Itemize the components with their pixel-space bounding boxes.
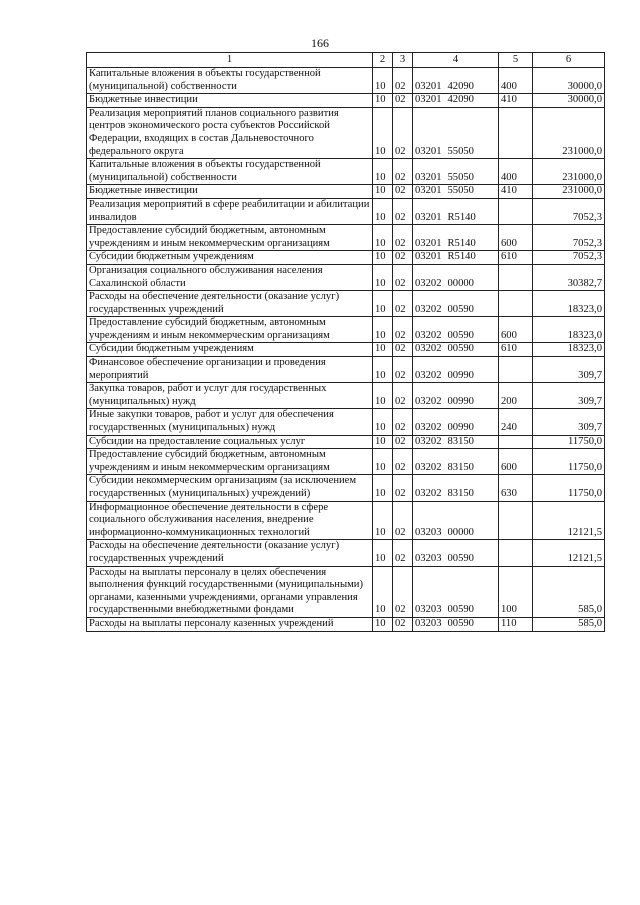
- row-target-article-direction: 83150: [447, 435, 474, 447]
- row-amount: 7052,3: [533, 251, 605, 265]
- row-name: Субсидии бюджетным учреждениям: [87, 251, 373, 265]
- row-name: Предоставление субсидий бюджетным, автономным учреждениям и иным некоммерческим организациям: [87, 449, 373, 475]
- row-subsection: 02: [393, 317, 413, 343]
- table-row: [87, 566, 605, 617]
- row-section: 10: [373, 159, 393, 185]
- table-row: [87, 409, 605, 435]
- row-subsection: 02: [393, 68, 413, 94]
- row-amount: 585,0: [533, 566, 605, 617]
- row-target-article-program: 03201: [415, 237, 442, 249]
- row-target-article-direction: 00000: [447, 277, 474, 289]
- row-name: Предоставление субсидий бюджетным, автономным учреждениям и иным некоммерческим организациям: [87, 317, 373, 343]
- row-expense-type: [499, 291, 533, 317]
- row-expense-type: 600: [499, 317, 533, 343]
- row-name: Капитальные вложения в объекты государственной (муниципальной) собственности: [87, 68, 373, 94]
- row-subsection: 02: [393, 501, 413, 540]
- header-col-6: 6: [533, 53, 605, 68]
- row-amount: 309,7: [533, 409, 605, 435]
- row-target-article: [413, 617, 499, 631]
- row-amount: 309,7: [533, 357, 605, 383]
- row-expense-type: 100: [499, 566, 533, 617]
- row-target-article-program: 03203: [415, 526, 442, 538]
- table-row: [87, 264, 605, 290]
- row-name: Бюджетные инвестиции: [87, 94, 373, 108]
- row-section: 10: [373, 185, 393, 199]
- row-section: 10: [373, 566, 393, 617]
- row-subsection: 02: [393, 449, 413, 475]
- row-section: 10: [373, 225, 393, 251]
- row-target-article-program: 03202: [415, 329, 442, 341]
- row-target-article: [413, 225, 499, 251]
- row-name: Расходы на выплаты персоналу в целях обеспечения выполнения функций государственными (муниципальными) органами, казенными учреждениями, органами управления государственными внебюджетными фондами: [87, 566, 373, 617]
- row-amount: 12121,5: [533, 540, 605, 566]
- row-subsection: 02: [393, 357, 413, 383]
- row-target-article: [413, 357, 499, 383]
- row-target-article-direction: 42090: [447, 94, 474, 106]
- row-amount: 30000,0: [533, 68, 605, 94]
- header-col-4: 4: [413, 53, 499, 68]
- table-row: [87, 225, 605, 251]
- row-subsection: 02: [393, 540, 413, 566]
- row-section: 10: [373, 94, 393, 108]
- row-name: Реализация мероприятий планов социального развития центров экономического роста субъектов Российской Федерации, входящих в состав Дальневосточного федерального округа: [87, 107, 373, 158]
- row-name: Закупка товаров, работ и услуг для государственных (муниципальных) нужд: [87, 383, 373, 409]
- row-subsection: 02: [393, 343, 413, 357]
- row-target-article-program: 03201: [415, 145, 442, 157]
- row-target-article-direction: 00990: [447, 422, 474, 434]
- row-target-article: [413, 159, 499, 185]
- row-section: 10: [373, 383, 393, 409]
- row-target-article: [413, 68, 499, 94]
- row-section: 10: [373, 357, 393, 383]
- table-row: [87, 107, 605, 158]
- row-target-article-program: 03201: [415, 171, 442, 183]
- row-subsection: 02: [393, 251, 413, 265]
- row-subsection: 02: [393, 264, 413, 290]
- row-subsection: 02: [393, 291, 413, 317]
- row-name: Субсидии некоммерческим организациям (за исключением государственных (муниципальных) учреждений): [87, 475, 373, 501]
- row-amount: 18323,0: [533, 343, 605, 357]
- row-amount: 231000,0: [533, 159, 605, 185]
- table-row: [87, 501, 605, 540]
- row-name: Субсидии бюджетным учреждениям: [87, 343, 373, 357]
- row-section: 10: [373, 317, 393, 343]
- row-target-article-program: 03202: [415, 303, 442, 315]
- row-section: 10: [373, 449, 393, 475]
- row-amount: 309,7: [533, 383, 605, 409]
- row-expense-type: 610: [499, 343, 533, 357]
- row-section: 10: [373, 501, 393, 540]
- row-name: Финансовое обеспечение организации и проведения мероприятий: [87, 357, 373, 383]
- row-target-article-direction: 55050: [447, 185, 474, 197]
- row-target-article: [413, 343, 499, 357]
- row-name: Предоставление субсидий бюджетным, автономным учреждениям и иным некоммерческим организациям: [87, 225, 373, 251]
- row-expense-type: 610: [499, 251, 533, 265]
- row-target-article: [413, 383, 499, 409]
- row-section: 10: [373, 264, 393, 290]
- row-amount: 585,0: [533, 617, 605, 631]
- row-expense-type: [499, 357, 533, 383]
- row-amount: 18323,0: [533, 317, 605, 343]
- table-row: [87, 617, 605, 631]
- row-section: 10: [373, 409, 393, 435]
- row-section: 10: [373, 68, 393, 94]
- row-target-article-program: 03203: [415, 604, 442, 616]
- row-expense-type: 200: [499, 383, 533, 409]
- row-amount: 11750,0: [533, 435, 605, 449]
- row-target-article-program: 03201: [415, 80, 442, 92]
- row-expense-type: 240: [499, 409, 533, 435]
- row-section: 10: [373, 343, 393, 357]
- row-target-article: [413, 251, 499, 265]
- row-subsection: 02: [393, 475, 413, 501]
- row-expense-type: [499, 501, 533, 540]
- header-col-5: 5: [499, 53, 533, 68]
- row-name: Расходы на обеспечение деятельности (оказание услуг) государственных учреждений: [87, 291, 373, 317]
- row-amount: 231000,0: [533, 185, 605, 199]
- row-target-article: [413, 409, 499, 435]
- row-name: Бюджетные инвестиции: [87, 185, 373, 199]
- row-subsection: 02: [393, 566, 413, 617]
- row-target-article-direction: 00990: [447, 395, 474, 407]
- row-target-article-direction: 00590: [447, 303, 474, 315]
- row-target-article-program: 03202: [415, 343, 442, 355]
- row-name: Реализация мероприятий в сфере реабилитации и абилитации инвалидов: [87, 198, 373, 224]
- row-section: 10: [373, 107, 393, 158]
- row-section: 10: [373, 251, 393, 265]
- table-row: [87, 435, 605, 449]
- row-section: 10: [373, 291, 393, 317]
- table-row: [87, 94, 605, 108]
- row-target-article-direction: 00590: [447, 617, 474, 629]
- row-expense-type: 400: [499, 68, 533, 94]
- row-subsection: 02: [393, 435, 413, 449]
- row-name: Организация социального обслуживания населения Сахалинской области: [87, 264, 373, 290]
- row-target-article: [413, 264, 499, 290]
- table-row: [87, 357, 605, 383]
- table-row: [87, 68, 605, 94]
- row-expense-type: 600: [499, 225, 533, 251]
- row-expense-type: 410: [499, 94, 533, 108]
- row-expense-type: [499, 107, 533, 158]
- table-row: [87, 317, 605, 343]
- row-target-article: [413, 107, 499, 158]
- row-expense-type: [499, 198, 533, 224]
- row-target-article-program: 03201: [415, 211, 442, 223]
- row-target-article: [413, 291, 499, 317]
- row-expense-type: 600: [499, 449, 533, 475]
- row-section: 10: [373, 617, 393, 631]
- row-target-article: [413, 449, 499, 475]
- row-subsection: 02: [393, 159, 413, 185]
- table-row: [87, 475, 605, 501]
- row-target-article: [413, 94, 499, 108]
- row-subsection: 02: [393, 409, 413, 435]
- row-expense-type: 630: [499, 475, 533, 501]
- row-target-article-direction: 00590: [447, 604, 474, 616]
- row-target-article-direction: 55050: [447, 171, 474, 183]
- row-name: Расходы на выплаты персоналу казенных учреждений: [87, 617, 373, 631]
- row-target-article: [413, 185, 499, 199]
- table-row: [87, 343, 605, 357]
- page-number: 166: [311, 36, 329, 50]
- row-target-article: [413, 435, 499, 449]
- row-target-article-program: 03202: [415, 422, 442, 434]
- row-target-article-program: 03202: [415, 277, 442, 289]
- row-name: Субсидии на предоставление социальных услуг: [87, 435, 373, 449]
- budget-table-body: [87, 68, 605, 632]
- table-row: [87, 159, 605, 185]
- table-row: [87, 449, 605, 475]
- row-target-article: [413, 198, 499, 224]
- row-target-article-direction: R5140: [447, 211, 476, 223]
- row-target-article: [413, 317, 499, 343]
- budget-table: [86, 52, 605, 632]
- row-target-article-program: 03201: [415, 185, 442, 197]
- row-subsection: 02: [393, 107, 413, 158]
- row-target-article-program: 03201: [415, 251, 442, 263]
- row-target-article-direction: 00590: [447, 552, 474, 564]
- row-target-article: [413, 540, 499, 566]
- table-row: [87, 291, 605, 317]
- row-target-article-direction: 00590: [447, 343, 474, 355]
- row-subsection: 02: [393, 225, 413, 251]
- row-target-article-program: 03201: [415, 94, 442, 106]
- row-target-article-direction: 00590: [447, 329, 474, 341]
- row-amount: 30000,0: [533, 94, 605, 108]
- row-amount: 11750,0: [533, 449, 605, 475]
- row-subsection: 02: [393, 383, 413, 409]
- row-amount: 30382,7: [533, 264, 605, 290]
- row-target-article-direction: 83150: [447, 488, 474, 499]
- row-target-article-direction: 55050: [447, 145, 474, 157]
- row-target-article-program: 03202: [415, 488, 442, 499]
- row-amount: 11750,0: [533, 475, 605, 501]
- row-target-article: [413, 475, 499, 501]
- row-amount: 231000,0: [533, 107, 605, 158]
- row-target-article-program: 03202: [415, 369, 442, 381]
- row-target-article: [413, 501, 499, 540]
- row-target-article-direction: 83150: [447, 461, 474, 473]
- row-section: 10: [373, 475, 393, 501]
- row-target-article: [413, 566, 499, 617]
- row-target-article-program: 03202: [415, 435, 442, 447]
- row-target-article-direction: R5140: [447, 251, 476, 263]
- table-row: [87, 251, 605, 265]
- header-col-2: 2: [373, 53, 393, 68]
- table-row: [87, 185, 605, 199]
- row-expense-type: [499, 264, 533, 290]
- row-target-article-program: 03203: [415, 617, 442, 629]
- row-expense-type: 400: [499, 159, 533, 185]
- table-row: [87, 540, 605, 566]
- row-subsection: 02: [393, 185, 413, 199]
- row-section: 10: [373, 198, 393, 224]
- row-amount: 18323,0: [533, 291, 605, 317]
- row-subsection: 02: [393, 617, 413, 631]
- row-expense-type: [499, 540, 533, 566]
- header-col-1: 1: [87, 53, 373, 68]
- row-amount: 7052,3: [533, 225, 605, 251]
- header-col-3: 3: [393, 53, 413, 68]
- row-target-article-direction: 00000: [447, 526, 474, 538]
- row-name: Расходы на обеспечение деятельности (оказание услуг) государственных учреждений: [87, 540, 373, 566]
- row-expense-type: [499, 435, 533, 449]
- row-target-article-program: 03202: [415, 395, 442, 407]
- row-expense-type: 410: [499, 185, 533, 199]
- row-target-article-direction: R5140: [447, 237, 476, 249]
- table-row: [87, 383, 605, 409]
- row-amount: 12121,5: [533, 501, 605, 540]
- row-subsection: 02: [393, 94, 413, 108]
- row-expense-type: 110: [499, 617, 533, 631]
- row-subsection: 02: [393, 198, 413, 224]
- row-amount: 7052,3: [533, 198, 605, 224]
- table-row: [87, 198, 605, 224]
- row-target-article-program: 03202: [415, 461, 442, 473]
- row-name: Иные закупки товаров, работ и услуг для обеспечения государственных (муниципальных) нужд: [87, 409, 373, 435]
- row-target-article-program: 03203: [415, 552, 442, 564]
- row-name: Капитальные вложения в объекты государственной (муниципальной) собственности: [87, 159, 373, 185]
- row-section: 10: [373, 540, 393, 566]
- header-row: [87, 53, 605, 68]
- row-name: Информационное обеспечение деятельности в сфере социального обслуживания населения, внедрение информационно-коммуникационных технологий: [87, 501, 373, 540]
- row-section: 10: [373, 435, 393, 449]
- row-target-article-direction: 00990: [447, 369, 474, 381]
- row-target-article-direction: 42090: [447, 80, 474, 92]
